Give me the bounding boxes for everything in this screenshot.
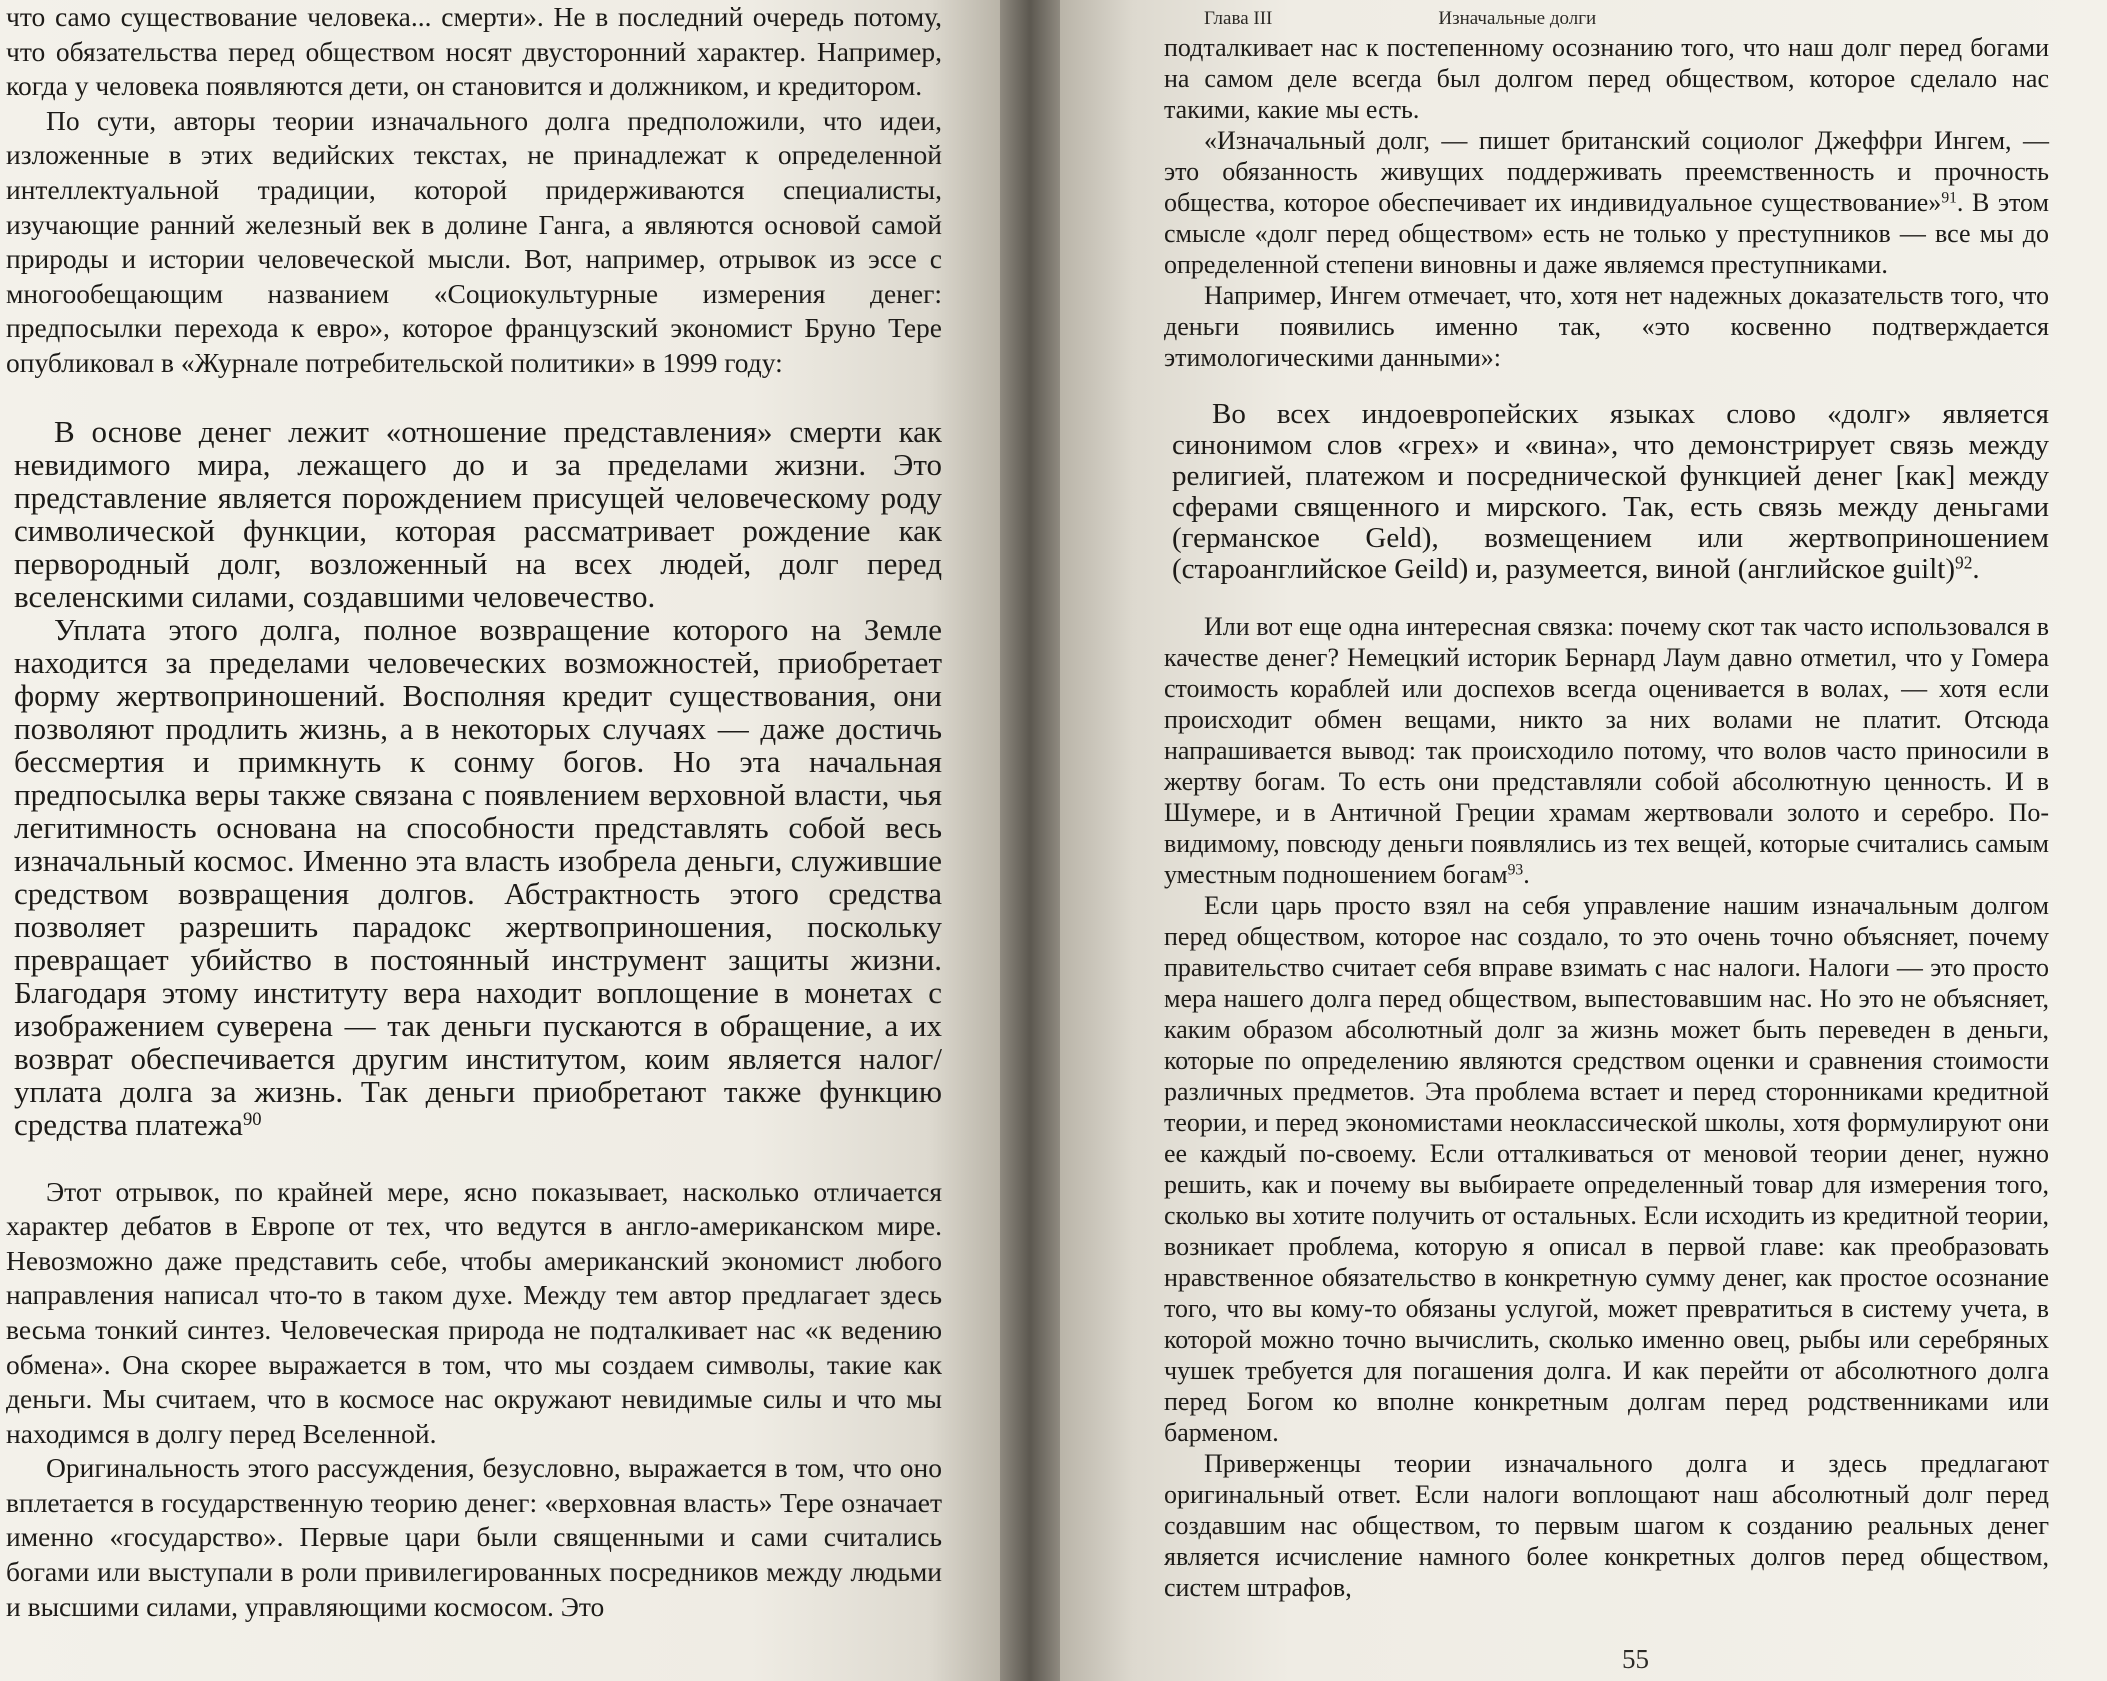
left-page bbox=[0, 0, 1000, 1681]
footnote-ref-91[interactable]: 91 bbox=[1941, 189, 1957, 207]
running-header bbox=[1164, 6, 2049, 32]
footnote-ref-93[interactable]: 93 bbox=[1507, 861, 1524, 879]
page-number: 55 bbox=[1622, 1644, 1649, 1674]
right-page bbox=[1060, 0, 2107, 1681]
running-header-title: Изначальные долги bbox=[1438, 8, 1597, 29]
right-paragraph-1-text: «Изначальный долг, — пишет британский социолог Джеффри Ингем, — это обязанность живущих поддерживать преемственность и прочность общества, которое обеспечивает их индивидуальное существование» bbox=[1164, 126, 2049, 217]
right-top-continuation: подталкивает нас к постепенному осознанию того, что наш долг перед богами на самом деле всегда был долгом перед обществом, которое сделало нас такими, какие мы есть. bbox=[1164, 33, 2049, 124]
left-block-quote bbox=[6, 415, 942, 1141]
right-paragraph-1-tail: . В этом смысле «долг перед обществом» есть не только у преступников — все мы до определенной степени виновны и даже являемся преступниками. bbox=[1164, 188, 2049, 279]
running-header-chapter: Глава III bbox=[1204, 8, 1273, 29]
left-top-continuation: что само существование человека... смерти». Не в последний очередь потому, что обязательства перед обществом носят двусторонний характер. Например, когда у человека появляются дети, он становится и должником, и кредитором. bbox=[6, 1, 942, 102]
left-quote-paragraph-2 bbox=[6, 613, 942, 1141]
right-paragraph-5: Приверженцы теории изначального долга и здесь предлагают оригинальный ответ. Если налоги воплощают наш абсолютный долг перед создавшим нас обществом, то первым шагом к созданию реальных денег является исчисление намного более конкретных долгов перед обществом, систем штрафов, bbox=[1164, 1449, 2049, 1602]
footnote-ref-90[interactable]: 90 bbox=[242, 1108, 262, 1130]
left-paragraph-2: Этот отрывок, по крайней мере, ясно показывает, насколько отличается характер дебатов в Европе от тех, что ведутся в англо-американском мире. Невозможно даже представить себе, чтобы американский экономист любого направления написал что-то в таком духе. Между тем автор предлагает здесь весьма тонкий синтез. Человеческая природа не подталкивает нас «к ведению обмена». Она скорее выражается в том, что мы создаем символы, такие как деньги. Мы считаем, что в космосе нас окружают невидимые силы и что мы находимся в долгу перед Вселенной. bbox=[6, 1175, 942, 1449]
right-paragraph-4: Если царь просто взял на себя управление нашим изначальным долгом перед обществом, которое нас создало, то это очень точно объясняет, почему правительство считает себя вправе взимать с нас налоги. Налоги — это просто мера нашего долга перед обществом, выпестовавшим нас. Но это не объясняет, каким образом абсолютный долг за жизнь может быть переведен в деньги, которые по определению являются средством оценки и сравнения стоимости различных предметов. Эта проблема встает и перед сторонниками кредитной теории, и перед экономистами неоклассической школы, хотя формулируют они ее каждый по-своему. Если отталкиваться от меновой теории денег, нужно решить, как и почему вы выбираете определенный товар для измерения того, сколько вы хотите получить от остальных. Если исходить из кредитной теории, возникает проблема, которую я описал в первой главе: как преобразовать нравственное обязательство в конкретную сумму денег, как простое осознание того, что вы кому-то обязаны услугой, может превратиться в систему учета, в которой можно точно вычислить, сколько именно овец, рыбы или серебряных чушек требуется для погашения долга. И как перейти от абсолютного долга перед Богом ко вполне конкретным долгам перед родственниками или барменом. bbox=[1164, 891, 2049, 1447]
right-quote-text: Во всех индоевропейских языках слово «долг» является синонимом слов «грех» и «вина», что демонстрирует связь между религией, платежом и посреднической функцией денег [как] между сферами священного и мирского. Так, есть связь между деньгами (германское Geld), возмещением или жертвоприношением (староанглийское Geild) и, разумеется, виной (английское guilt) bbox=[1172, 398, 2049, 585]
right-paragraph-3 bbox=[1164, 611, 2049, 890]
right-block-quote bbox=[1164, 399, 2049, 585]
right-paragraph-2: Например, Ингем отмечает, что, хотя нет надежных доказательств того, что деньги появились именно так, «это косвенно подтверждается этимологическими данными»: bbox=[1164, 281, 2049, 372]
left-paragraph-1: По сути, авторы теории изначального долга предположили, что идеи, изложенные в этих ведийских текстах, не принадлежат к определенной интеллектуальной традиции, которой придерживаются специалисты, изучающие ранний железный век в долине Ганга, а являются основой самой природы и истории человеческой мысли. Вот, например, отрывок из эссе с многообещающим названием «Социокультурные измерения денег: предпосылки перехода к евро», которое французский экономист Бруно Тере опубликовал в «Журнале потребительской политики» в 1999 году: bbox=[6, 104, 942, 378]
right-paragraph-3-text: Или вот еще одна интересная связка: почему скот так часто использовался в качестве денег? Немецкий историк Бернард Лаум давно отметил, что у Гомера стоимость кораблей или доспехов всегда оценивается в волах, — хотя если происходит обмен вещами, никто за них волами не платит. Отсюда напрашивается вывод: так происходило потому, что волов часто приносили в жертву богам. То есть они представляли собой абсолютную ценность. И в Шумере, и в Античной Греции храмам жертвовали золото и серебро. По-видимому, повсюду деньги появлялись из тех вещей, которые считались самым уместным подношением богам bbox=[1164, 612, 2049, 889]
book-gutter bbox=[1000, 0, 1060, 1681]
footnote-ref-92[interactable]: 92 bbox=[1955, 552, 1973, 573]
right-paragraph-3-tail: . bbox=[1523, 860, 1530, 889]
left-quote-paragraph-1: В основе денег лежит «отношение представления» смерти как невидимого мира, лежащего до и за пределами жизни. Это представление является порождением присущей человеческому роду символической функции, которая рассматривает рождение как первородный долг, возложенный на всех людей, долг перед вселенскими силами, создавшими человечество. bbox=[14, 413, 942, 614]
left-quote-paragraph-2-text: Уплата этого долга, полное возвращение которого на Земле находится за пределами человеческих возможностей, приобретает форму жертвоприношений. Восполняя кредит существования, они позволяют продлить жизнь, а в некоторых случаях — даже достичь бессмертия и примкнуть к сонму богов. Но эта начальная предпосылка веры также связана с появлением верховной власти, чья легитимность основана на способности представлять собой весь изначальный космос. Именно эта власть изобрела деньги, служившие средством возвращения долгов. Абстрактность этого средства позволяет разрешить парадокс жертвоприношения, поскольку превращает убийство в постоянный инструмент защиты жизни. Благодаря этому институту вера находит воплощение в монетах с изображением суверена — так деньги пускаются в обращение, а их возврат обеспечивается другим институтом, коим является налог/уплата долга за жизнь. Так деньги приобретают также функцию средства платежа bbox=[14, 611, 942, 1142]
right-paragraph-1 bbox=[1164, 125, 2049, 280]
right-quote-tail: . bbox=[1972, 553, 1980, 585]
left-paragraph-3: Оригинальность этого рассуждения, безусловно, выражается в том, что оно вплетается в государственную теорию денег: «верховная власть» Тере означает именно «государство». Первые цари были священными и сами считались богами или выступали в роли привилегированных посредников между людьми и высшими силами, управляющими космосом. Это bbox=[6, 1452, 942, 1622]
